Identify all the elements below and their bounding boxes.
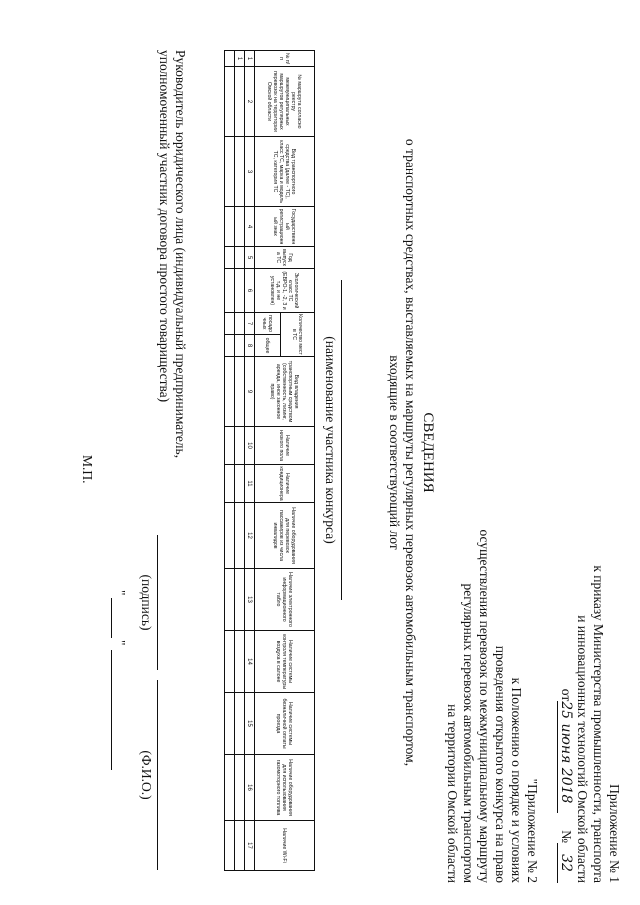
header-cell: Наличие оборудования для использования газомоторного топлива [255,755,315,821]
document-subtitle-1: о транспортных средствах, выставляемых на маршруты регулярных перевозок автомобильным транспортом, [403,138,418,767]
header-cell: Наличие системы контроля температуры воздуха в салоне [255,631,315,693]
column-number: 10 [245,427,255,465]
signature-line-2: уполномоченный участник договора простого товарищества) [157,50,172,403]
appendix-2-line-4: осуществления перевозок по межмуниципальному маршруту [477,529,492,883]
header-cell: Наличие низкого пола [255,427,315,465]
column-number: 14 [245,631,255,693]
handwritten-date [557,701,574,813]
appendix-2-line-6: на территории Омской области [445,704,460,883]
date-month-year: июня 2018 [558,723,574,804]
header-cell: Вид владения транспортным средством (собственность, лизинг, аренда, иное законное право) [255,357,315,427]
participant-name-line [341,280,342,600]
date-close-quote: " [113,640,128,646]
header-cell-seats-total: общее [255,335,281,357]
appendix-2-line-3: проведения открытого конкурса на право [493,645,508,883]
name-line [157,680,158,870]
appendix-2-line-2: к Положению о порядке и условиях [509,677,524,883]
column-number: 16 [245,755,255,821]
header-cell: Наличие электронного информационного табло [255,569,315,631]
column-number: 13 [245,569,255,631]
date-open-quote: " [113,590,128,596]
document-title: СВЕДЕНИЯ [420,412,436,493]
vehicles-table [224,50,315,871]
column-number: 7 [245,313,255,335]
row-number: 1 [235,51,245,67]
table-row [225,51,235,871]
header-cell: Экологический класс ТС (ЕВРО-1, -2, 3 и т.д. и не установлен) [255,269,315,313]
appendix-2-title: "Приложение № 2 [525,778,540,883]
header-cell: Государственный регистрационный знак [255,207,315,247]
date-prefix: от [559,688,574,702]
signature-line-1: Руководитель юридического лица (индивидуальный предприниматель, [173,50,188,459]
column-number: 12 [245,503,255,569]
appendix-1-order: к приказу Министерства промышленности, транспорта [591,565,606,883]
header-cell: Количество мест в ТС [281,313,315,357]
appendix-2-line-5: регулярных перевозок автомобильным транспортом [461,583,476,883]
column-number: 6 [245,269,255,313]
signature-heading [156,50,188,570]
header-cell: Наличие Wi-Fi [255,821,315,871]
name-caption: (Ф.И.О.) [139,750,154,800]
header-cell: Вид транспортного средства (далее - ТС), класс ТС, марка и модель ТС, категория ТС [255,137,315,207]
column-number: 8 [245,335,255,357]
column-number: 2 [245,67,255,137]
table-number-row [245,51,255,871]
signature-caption: (подпись) [139,574,154,631]
header-cell: Наличие оборудования для перевозок пассажиров из числа инвалидов [255,503,315,569]
header-cell: Наличие системы безналичной оплаты проезда [255,693,315,755]
column-number: 9 [245,357,255,427]
document-subtitle-2: входящие в соответствующий лот [387,355,402,550]
handwritten-number: 32 [557,843,574,883]
column-number: 11 [245,465,255,503]
table-header-row [281,51,315,871]
column-number: 1 [245,51,255,67]
appendix-2-block [444,363,540,883]
header-cell: Наличие кондиционера [255,465,315,503]
header-cell: № маршрута согласно реестру межмуниципальных маршрутов регулярных перевозок на территории Омской области [255,67,315,137]
column-number: 17 [245,821,255,871]
header-cell: Год выпуска ТС [255,247,315,269]
column-number: 3 [245,137,255,207]
date-day: 25 [558,701,574,720]
appendix-1-block [557,363,622,883]
appendix-1-date-line [557,363,574,883]
header-cell-seats-sitting: посадочных [255,313,281,335]
header-cell: № п/п [255,51,315,67]
signature-line [157,535,158,670]
stamp-label: М.П. [80,455,95,484]
date-month-line [111,650,112,770]
appendix-1-ministry: и инновационных технологий Омской области [575,615,590,883]
column-number: 15 [245,693,255,755]
participant-caption: (наименование участника конкурса) [323,336,338,544]
column-number: 5 [245,247,255,269]
document-header [386,40,438,865]
appendix-1-title: Приложение № 1 [607,784,622,883]
date-day-line [111,598,112,638]
column-number: 4 [245,207,255,247]
number-prefix: № [559,830,574,843]
table-row [235,51,245,871]
